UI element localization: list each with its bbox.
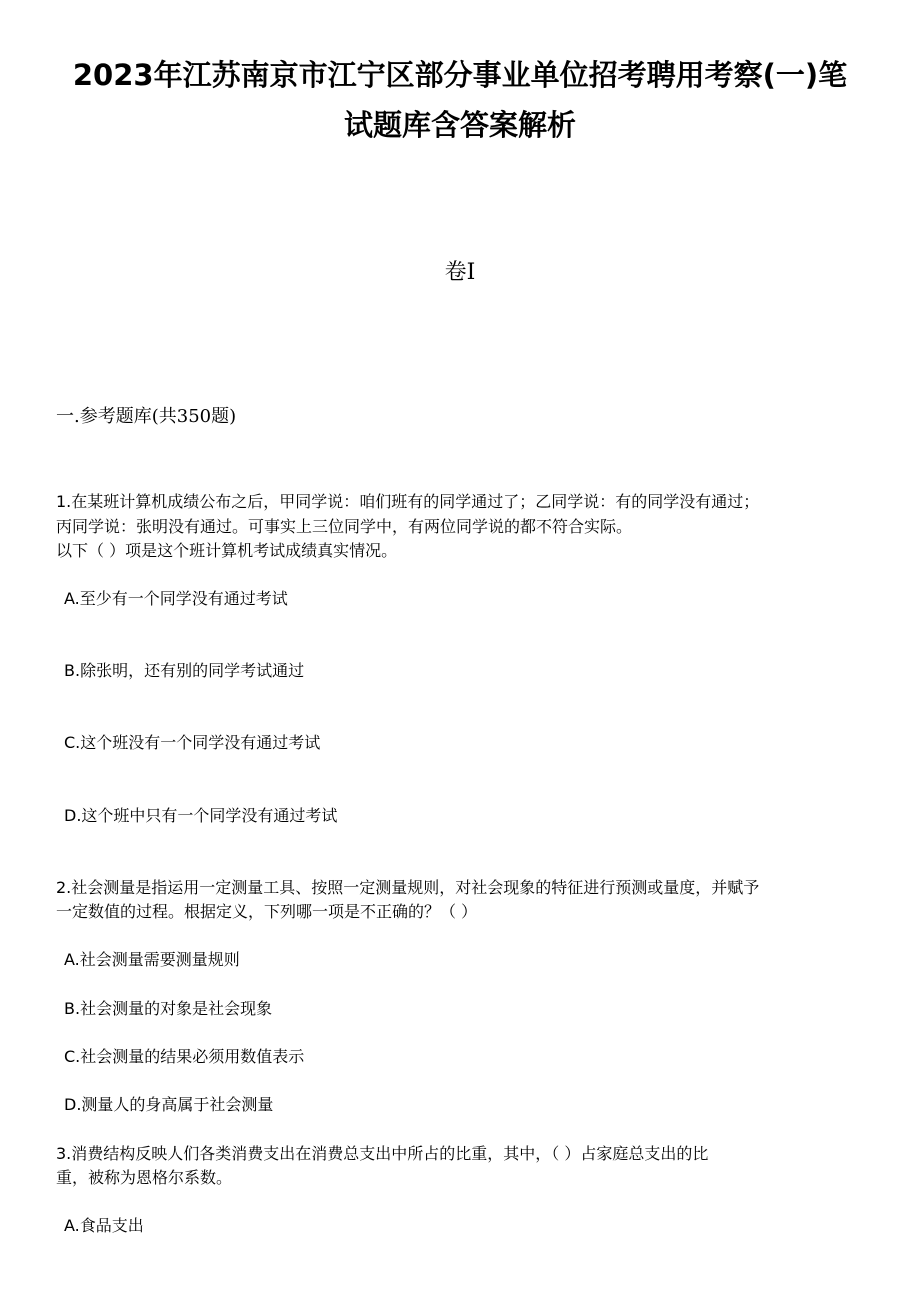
question-1-line-1: 1.在某班计算机成绩公布之后，甲同学说：咱们班有的同学通过了；乙同学说：有的同学没有通过； (56, 492, 760, 511)
question-1-option-c: C.这个班没有一个同学没有通过考试 (64, 733, 321, 752)
volume-label: 卷Ⅰ (444, 260, 476, 285)
section-heading: 一.参考题库(共350题) (56, 406, 237, 427)
question-2-option-d: D.测量人的身高属于社会测量 (64, 1095, 274, 1114)
question-1-option-b: B.除张明，还有别的同学考试通过 (64, 661, 305, 680)
question-1-option-d: D.这个班中只有一个同学没有通过考试 (64, 806, 338, 825)
question-3-option-a: A.食品支出 (64, 1216, 144, 1235)
question-2-line-2: 一定数值的过程。根据定义，下列哪一项是不正确的？（ ） (56, 902, 478, 921)
question-3-line-2: 重，被称为恩格尔系数。 (56, 1168, 233, 1187)
question-1-line-2: 丙同学说：张明没有通过。可事实上三位同学中，有两位同学说的都不符合实际。 (56, 517, 633, 536)
document-title-line-1: 2023年江苏南京市江宁区部分事业单位招考聘用考察(一)笔 (72, 58, 848, 92)
question-3-line-1: 3.消费结构反映人们各类消费支出在消费总支出中所占的比重，其中，（ ）占家庭总支出的比 (56, 1144, 709, 1163)
question-2-line-1: 2.社会测量是指运用一定测量工具、按照一定测量规则，对社会现象的特征进行预测或量度，并赋予 (56, 878, 760, 897)
question-1-line-3: 以下（ ）项是这个班计算机考试成绩真实情况。 (56, 541, 398, 560)
question-2-option-c: C.社会测量的结果必须用数值表示 (64, 1047, 305, 1066)
document-title-line-2: 试题库含答案解析 (343, 108, 576, 142)
question-2-option-a: A.社会测量需要测量规则 (64, 950, 240, 969)
question-1-option-a: A.至少有一个同学没有通过考试 (64, 589, 288, 608)
question-2-option-b: B.社会测量的对象是社会现象 (64, 999, 273, 1018)
